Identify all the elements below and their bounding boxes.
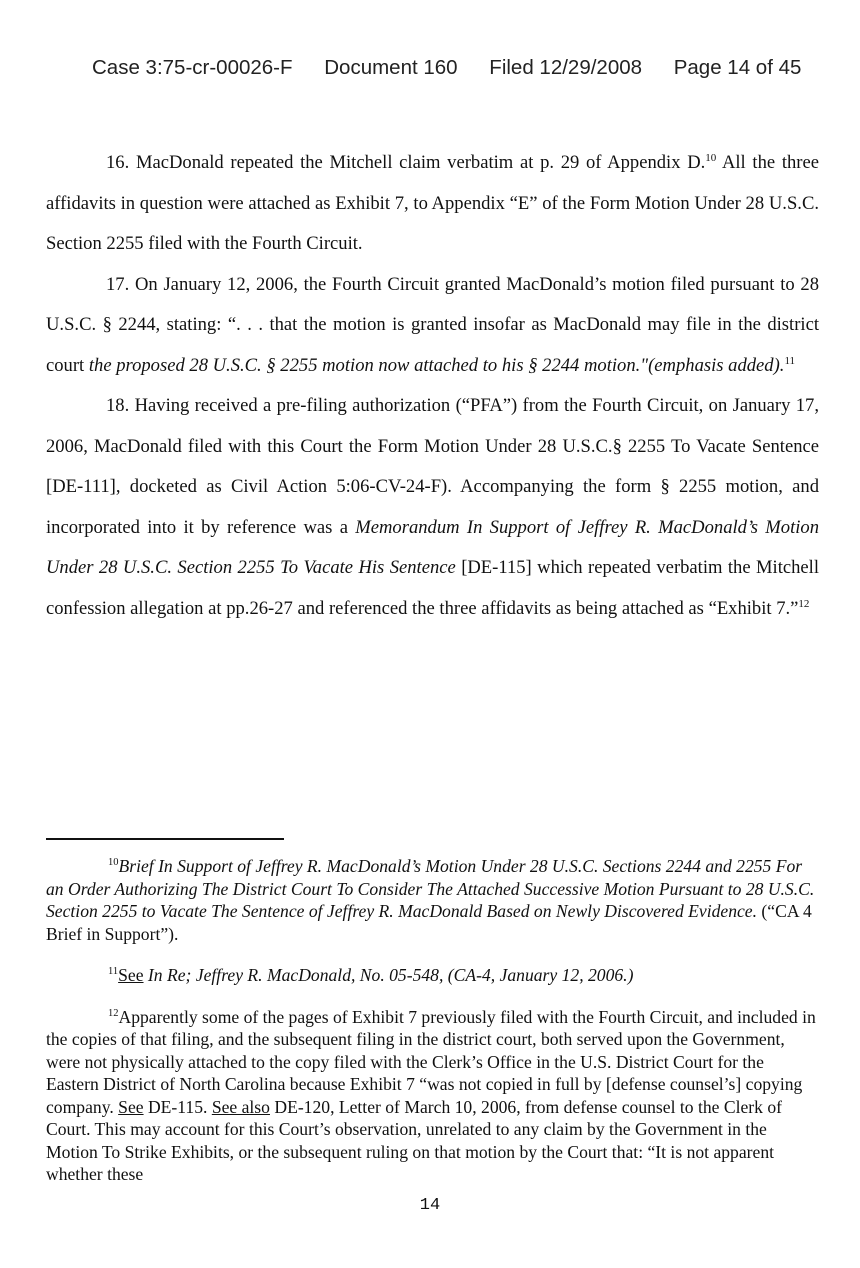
case-number: Case 3:75-cr-00026-F — [92, 56, 293, 79]
footnote-divider — [46, 838, 284, 840]
footnote-12-number: 12 — [108, 1007, 119, 1019]
paragraph-17-text: 17. On January 12, 2006, the Fourth Circuit granted MacDonald’s motion filed pursuant to 28 U.S.C. § 2244, stating: “. . . that the motion is granted insofar as MacDonald may file in the district court — [46, 273, 819, 376]
body-text — [46, 143, 819, 629]
footnote-12-text: Apparently some of the pages of Exhibit 7 previously filed with the Fourth Circuit, and included in the copies of that filing, and the subsequent filing in the district court, both served upon the Government, were not physically attached to the copy filed with the Clerk’s Office in the U.S. District Court for the Eastern District of North Carolina because Exhibit 7 “was not copied in full by [defense counsel’s] copying company. — [46, 1006, 816, 1117]
footnote-10-number: 10 — [108, 857, 119, 869]
paragraph-16-text-cont: All the three affidavits in question were attached as Exhibit 7, to Appendix “E” of the Form Motion Under 28 U.S.C. Section 2255 filed with the Fourth Circuit. — [46, 152, 819, 254]
footnote-ref-10: 10 — [705, 151, 717, 164]
case-header — [92, 56, 827, 80]
footnotes — [46, 855, 819, 1205]
paragraph-18-text: 18. Having received a pre-filing authorization (“PFA”) from the Fourth Circuit, on January 17, 2006, MacDonald filed with this Court the Form Motion Under 28 U.S.C.§ 2255 To Vacate Sentence [DE-111], docketed as Civil Action 5:06-CV-24-F). Accompanying the form § 2255 motion, and incorporated into it by reference was a — [46, 395, 819, 538]
paragraph-18 — [46, 386, 819, 629]
document-number: Document 160 — [324, 56, 458, 79]
footnote-10 — [46, 855, 819, 945]
footnote-11-see: See — [118, 965, 144, 985]
page-indicator: Page 14 of 45 — [673, 56, 802, 79]
paragraph-18-text-cont: [DE-115] which repeated verbatim the Mitchell confession allegation at pp.26-27 and referenced the three affidavits as being attached as “Exhibit 7.” — [46, 557, 820, 619]
footnote-ref-12: 12 — [798, 597, 810, 610]
footnote-12-text-c: DE-120, Letter of March 10, 2006, from defense counsel to the Clerk of Court. This may account for this Court’s observation, unrelated to any claim by the Government in the Motion To Strike Exhibits, or the subsequent ruling on that motion by the Court that: “It is not apparent whether these — [46, 1096, 782, 1184]
footnote-12-text-b: DE-115. — [143, 1096, 212, 1117]
footnote-11-number: 11 — [108, 966, 119, 978]
footnote-11-citation: In Re; Jeffrey R. MacDonald, No. 05-548, (CA-4, January 12, 2006.) — [143, 965, 634, 985]
paragraph-17-emphasis: the proposed 28 U.S.C. § 2255 motion now attached to his § 2244 motion."(emphasis added). — [88, 354, 785, 376]
footnote-10-title: Brief In Support of Jeffrey R. MacDonald’s Motion Under 28 U.S.C. Sections 2244 and 2255 For an Order Authorizing The District Court To Consider The Attached Successive Motion Pursuant to 28 U.S.C. Section 2255 to Vacate The Sentence of Jeffrey R. MacDonald Based on Newly Discovered Evidence. — [46, 856, 815, 921]
footnote-12-see: See — [118, 1096, 144, 1117]
footnote-ref-11: 11 — [784, 354, 796, 367]
footnote-11 — [46, 964, 819, 987]
footnote-12-see-also: See also — [211, 1096, 270, 1117]
filed-date: Filed 12/29/2008 — [489, 56, 643, 79]
paragraph-18-memorandum-title: Memorandum In Support of Jeffrey R. MacDonald’s Motion Under 28 U.S.C. Section 2255 To Vacate His Sentence — [46, 516, 819, 578]
page-number: 14 — [419, 1196, 441, 1215]
paragraph-16-text: 16. MacDonald repeated the Mitchell claim verbatim at p. 29 of Appendix D. — [106, 152, 706, 173]
footnote-10-text: (“CA 4 Brief in Support”). — [46, 901, 812, 944]
paragraph-16 — [46, 143, 819, 265]
footnote-12 — [46, 1006, 819, 1186]
paragraph-17 — [46, 265, 819, 387]
